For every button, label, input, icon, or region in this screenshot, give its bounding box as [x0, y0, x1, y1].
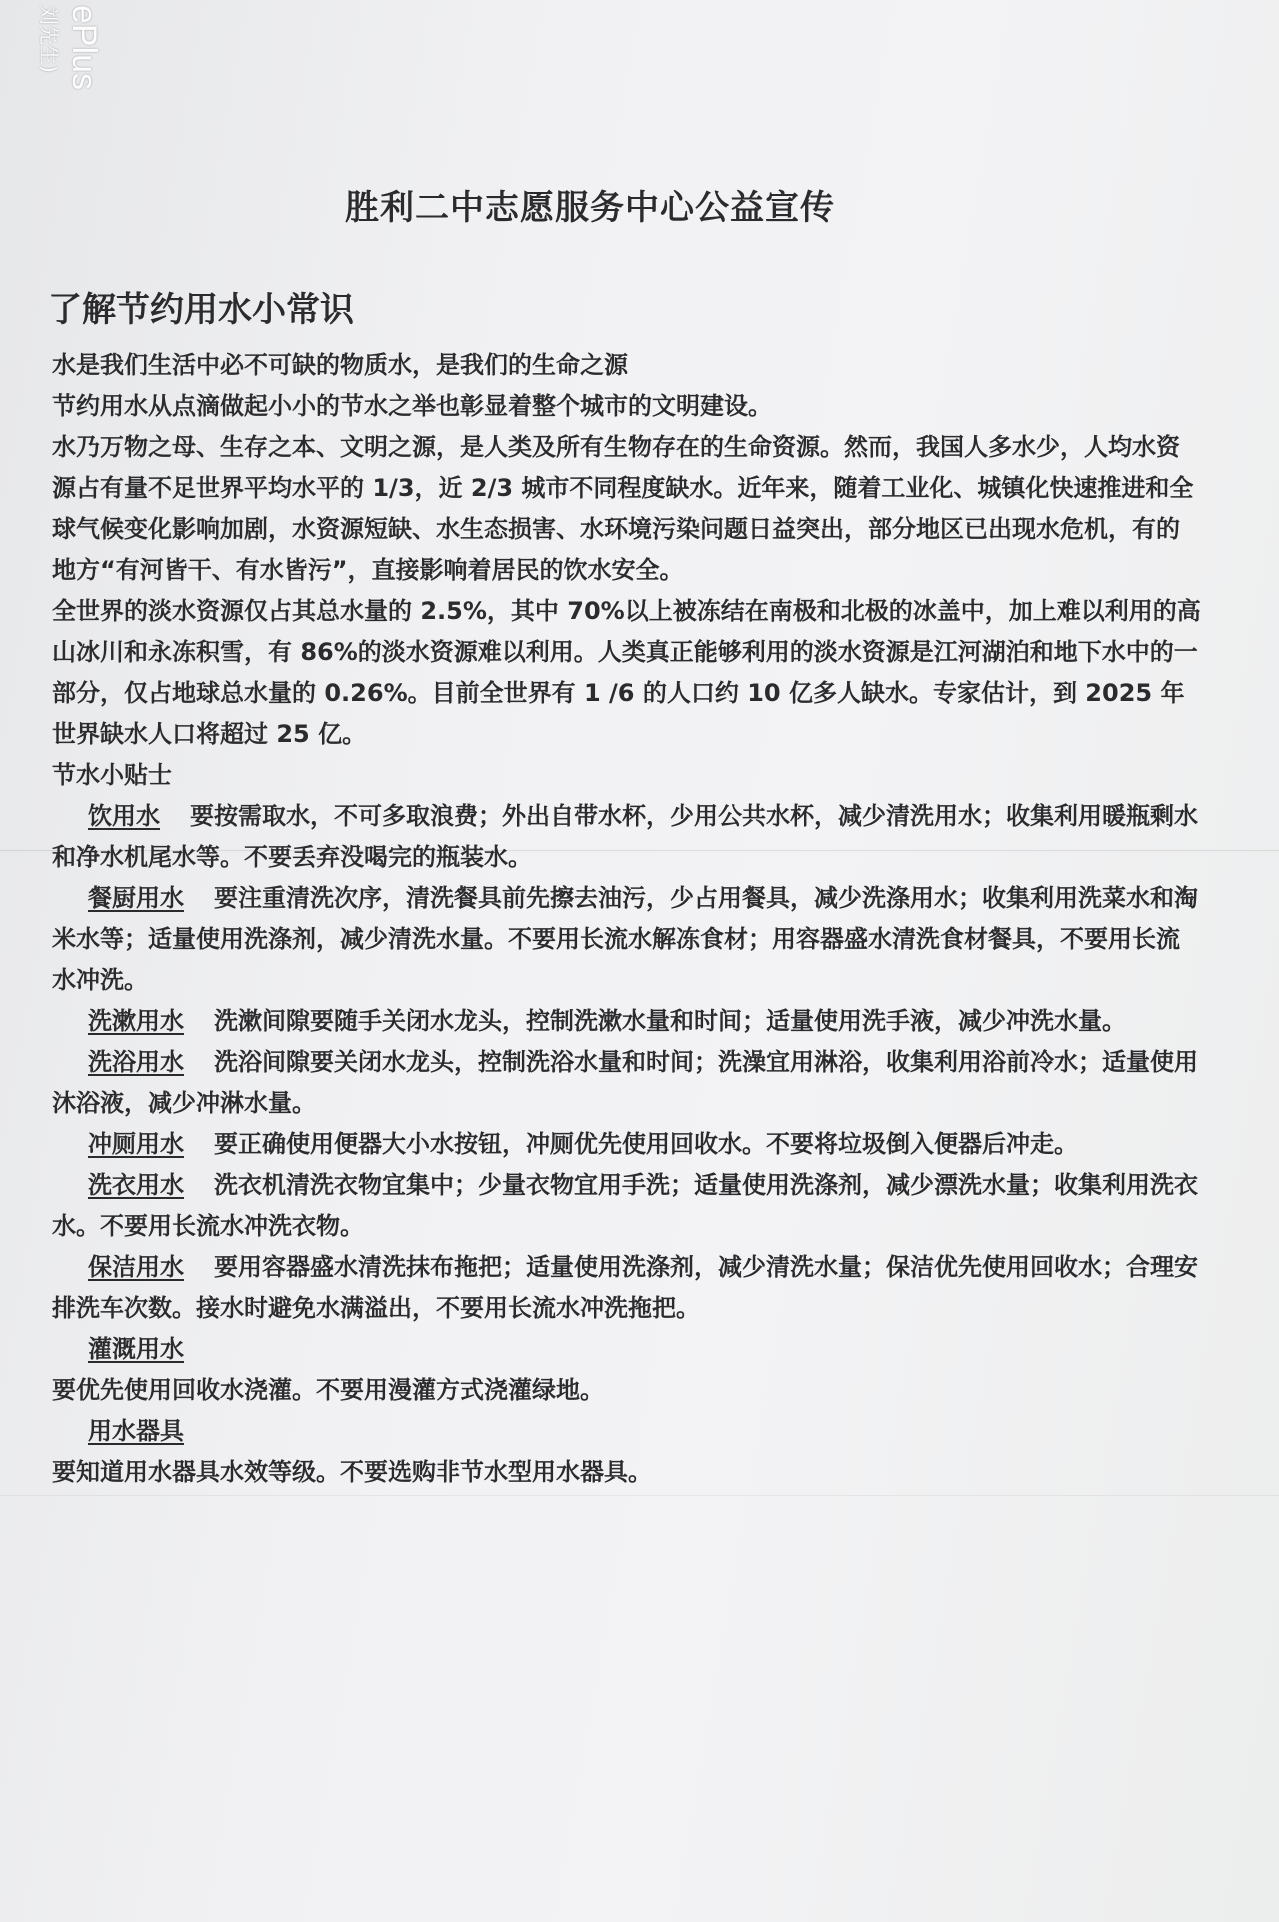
tip-item [52, 1411, 1202, 1493]
tip-text: 要用容器盛水清洗抹布拖把；适量使用洗涤剂，减少清洗水量；保洁优先使用回收水；合理安排洗车次数。接水时避免水满溢出，不要用长流水冲洗拖把。 [52, 1253, 1198, 1322]
tip-label: 灌溉用水 [88, 1335, 184, 1363]
tip-text: 洗浴间隙要关闭水龙头，控制洗浴水量和时间；洗澡宜用淋浴，收集利用浴前冷水；适量使用沐浴液，减少冲淋水量。 [52, 1048, 1198, 1117]
tip-text: 要知道用水器具水效等级。不要选购非节水型用水器具。 [52, 1458, 652, 1486]
document-title: 胜利二中志愿服务中心公益宣传 [345, 188, 835, 228]
paper-fold-line [0, 1495, 1279, 1496]
tip-item [52, 1247, 1202, 1329]
body-paragraph: 水乃万物之母、生存之本、文明之源，是人类及所有生物存在的生命资源。然而，我国人多水少，人均水资源占有量不足世界平均水平的 1/3，近 2/3 城市不同程度缺水。近年来，随着工业化、城镇化快速推进和全球气候变化影响加剧，水资源短缺、水生态损害、水环境污染问题日益突出，部分地区已出现水危机，有的地方“有河皆干、有水皆污”，直接影响着居民的饮水安全。 [52, 433, 1194, 584]
tip-label: 洗浴用水 [88, 1048, 184, 1076]
tip-label: 洗漱用水 [88, 1007, 184, 1035]
intro-paragraph: 水是我们生活中必不可缺的物质水，是我们的生命之源 [52, 351, 628, 379]
section-title: 了解节约用水小常识 [48, 290, 354, 330]
tip-text: 洗漱间隙要随手关闭水龙头，控制洗漱水量和时间；适量使用洗手液，减少冲洗水量。 [214, 1007, 1126, 1035]
tip-text: 洗衣机清洗衣物宜集中；少量衣物宜用手洗；适量使用洗涤剂，减少漂洗水量；收集利用洗衣水。不要用长流水冲洗衣物。 [52, 1171, 1198, 1240]
tip-item [52, 1001, 1202, 1042]
tip-label: 用水器具 [88, 1417, 184, 1445]
tip-text: 要正确使用便器大小水按钮，冲厕优先使用回收水。不要将垃圾倒入便器后冲走。 [214, 1130, 1078, 1158]
watermark-sub: 刘先生) [37, 5, 61, 73]
tip-item [52, 1165, 1202, 1247]
tip-label: 冲厕用水 [88, 1130, 184, 1158]
tip-item [52, 878, 1202, 1001]
tip-text: 要优先使用回收水浇灌。不要用漫灌方式浇灌绿地。 [52, 1376, 604, 1404]
watermark-brand: ePlus [65, 5, 103, 91]
tip-item [52, 796, 1202, 878]
tip-label: 洗衣用水 [88, 1171, 184, 1199]
tip-label: 保洁用水 [88, 1253, 184, 1281]
tip-item [52, 1042, 1202, 1124]
tip-item [52, 1329, 1202, 1411]
intro-paragraph: 节约用水从点滴做起小小的节水之举也彰显着整个城市的文明建设。 [52, 392, 772, 420]
camera-watermark [9, 5, 119, 105]
tip-text: 要按需取水，不可多取浪费；外出自带水杯，少用公共水杯，减少清洗用水；收集利用暖瓶剩水和净水机尾水等。不要丢弃没喝完的瓶装水。 [52, 802, 1198, 871]
document-body [52, 345, 1202, 1493]
tip-label: 餐厨用水 [88, 884, 184, 912]
tip-label: 饮用水 [88, 802, 160, 830]
tips-heading: 节水小贴士 [52, 761, 172, 789]
tip-item [52, 1124, 1202, 1165]
tip-text: 要注重清洗次序，清洗餐具前先擦去油污，少占用餐具，减少洗涤用水；收集利用洗菜水和淘米水等；适量使用洗涤剂，减少清洗水量。不要用长流水解冻食材；用容器盛水清洗食材餐具，不要用长流水冲洗。 [52, 884, 1198, 994]
body-paragraph: 全世界的淡水资源仅占其总水量的 2.5%，其中 70%以上被冻结在南极和北极的冰盖中，加上难以利用的高山冰川和永冻积雪，有 86%的淡水资源难以利用。人类真正能够利用的淡水资源是江河湖泊和地下水中的一部分，仅占地球总水量的 0.26%。目前全世界有 1 /6 的人口约 10 亿多人缺水。专家估计，到 2025 年世界缺水人口将超过 25 亿。 [52, 597, 1201, 748]
